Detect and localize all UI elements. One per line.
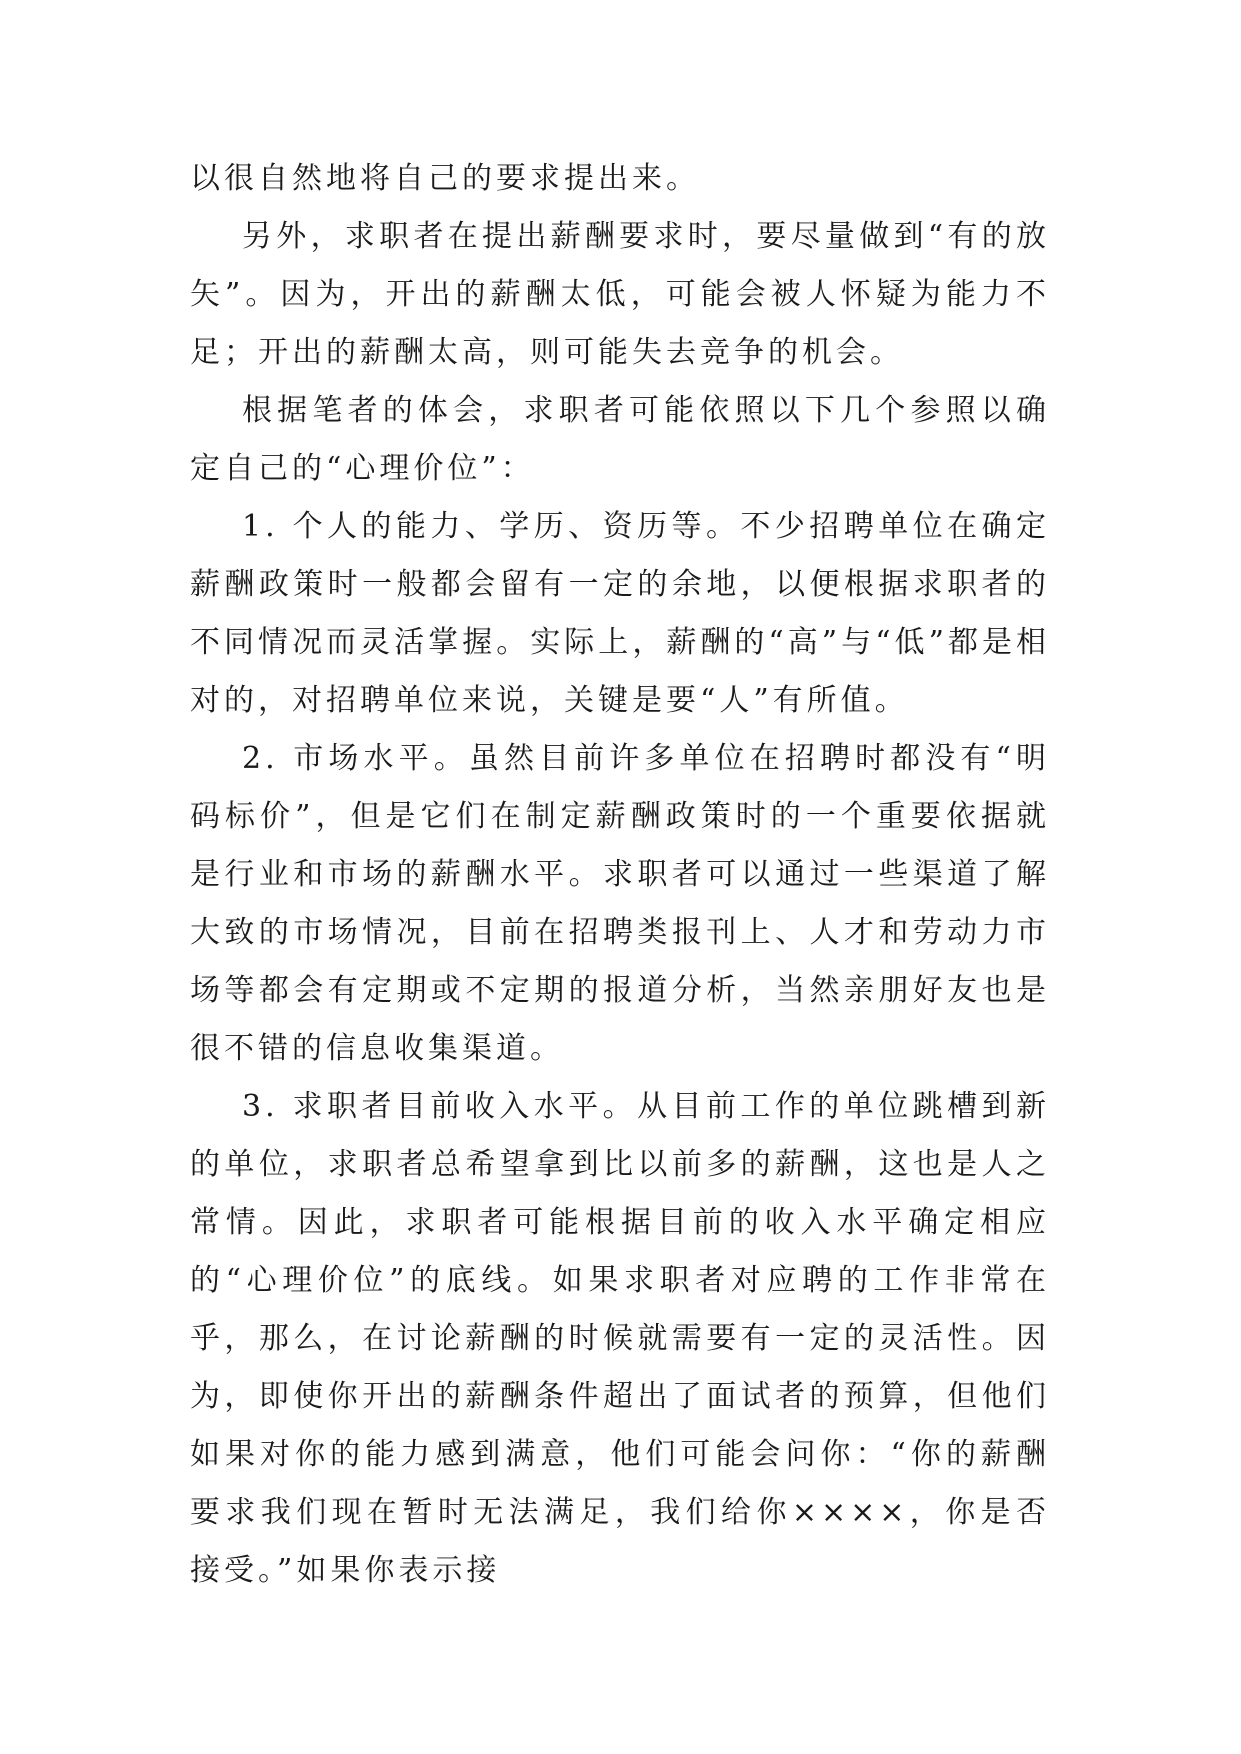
paragraph-item-ability: 1. 个人的能力、学历、资历等。不少招聘单位在确定薪酬政策时一般都会留有一定的余地，以便根据求职者的不同情况而灵活掌握。实际上，薪酬的“高”与“低”都是相对的，对招聘单位来说，关键是要“人”有所值。 — [190, 509, 1050, 718]
paragraph-continuation: 以很自然地将自己的要求提出来。 — [190, 161, 700, 196]
document-body — [190, 150, 1050, 1600]
paragraph-item-income: 3. 求职者目前收入水平。从目前工作的单位跳槽到新的单位，求职者总希望拿到比以前多的薪酬，这也是人之常情。因此，求职者可能根据目前的收入水平确定相应的“心理价位”的底线。如果求职者对应聘的工作非常在乎，那么，在讨论薪酬的时候就需要有一定的灵活性。因为，即使你开出的薪酬条件超出了面试者的预算，但他们如果对你的能力感到满意，他们可能会问你：“你的薪酬要求我们现在暂时无法满足，我们给你××××，你是否接受。”如果你表示接 — [190, 1089, 1050, 1588]
paragraph-reference-intro: 根据笔者的体会，求职者可能依照以下几个参照以确定自己的“心理价位”： — [190, 393, 1050, 486]
paragraph-item-market: 2. 市场水平。虽然目前许多单位在招聘时都没有“明码标价”，但是它们在制定薪酬政策时的一个重要依据就是行业和市场的薪酬水平。求职者可以通过一些渠道了解大致的市场情况，目前在招聘类报刊上、人才和劳动力市场等都会有定期或不定期的报道分析，当然亲朋好友也是很不错的信息收集渠道。 — [190, 741, 1050, 1066]
paragraph-salary-request: 另外，求职者在提出薪酬要求时，要尽量做到“有的放矢”。因为，开出的薪酬太低，可能会被人怀疑为能力不足；开出的薪酬太高，则可能失去竞争的机会。 — [190, 219, 1050, 370]
